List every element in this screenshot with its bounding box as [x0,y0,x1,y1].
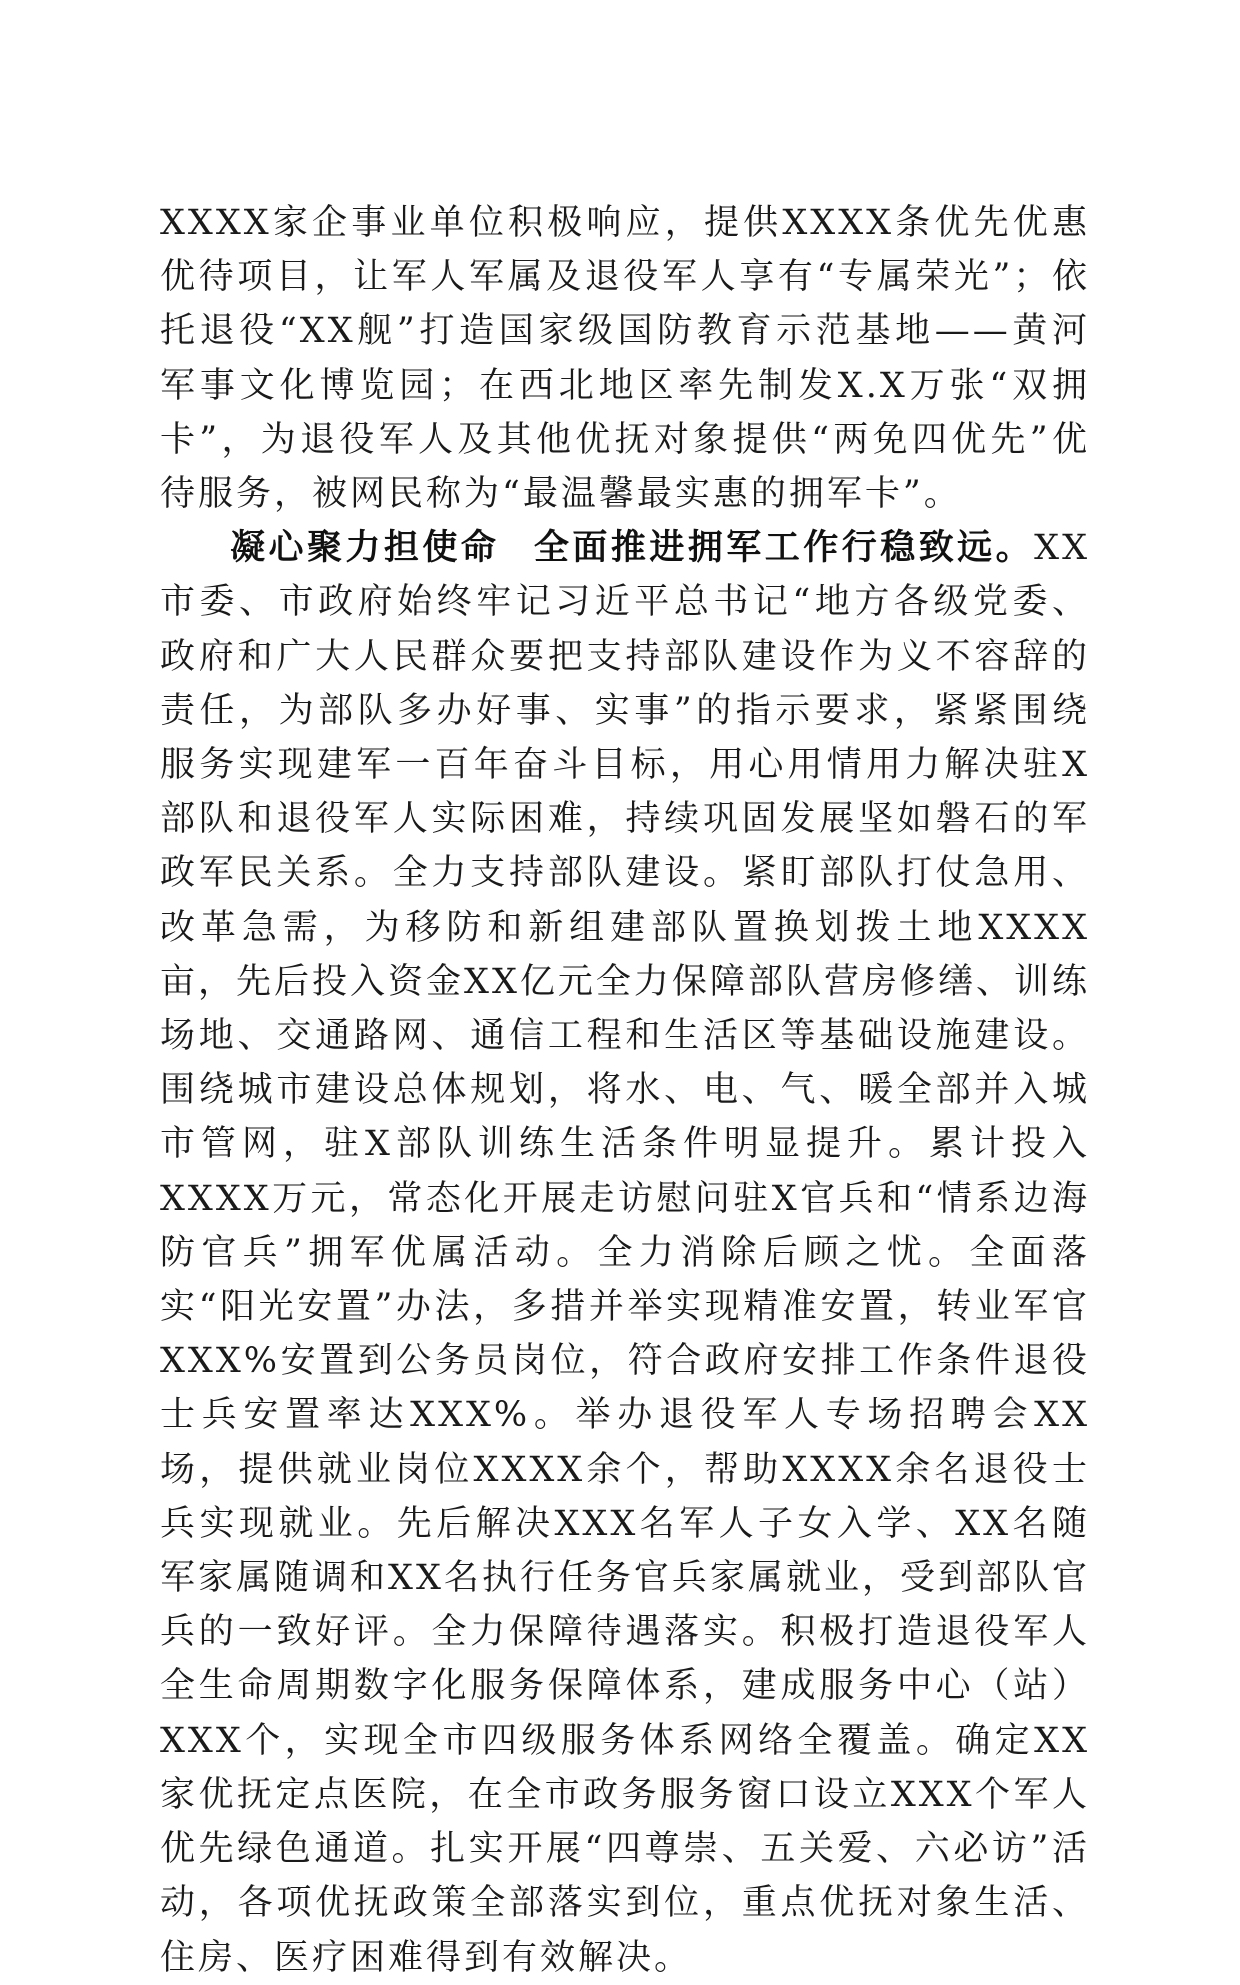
document-body [160,196,1090,1985]
paragraph-2-body: XX市委、市政府始终牢记习近平总书记“地方各级党委、政府和广大人民群众要把支持部队建设作为义不容辞的责任，为部队多办好事、实事”的指示要求，紧紧围绕服务实现建军一百年奋斗目标，用心用情用力解决驻X部队和退役军人实际困难，持续巩固发展坚如磐石的军政军民关系。全力支持部队建设。紧盯部队打仗急用、改革急需，为移防和新组建部队置换划拨土地XXXX亩，先后投入资金XX亿元全力保障部队营房修缮、训练场地、交通路网、通信工程和生活区等基础设施建设。围绕城市建设总体规划，将水、电、气、暖全部并入城市管网，驻X部队训练生活条件明显提升。累计投入XXXX万元，常态化开展走访慰问驻X官兵和“情系边海防官兵”拥军优属活动。全力消除后顾之忧。全面落实“阳光安置”办法，多措并举实现精准安置，转业军官XXX%安置到公务员岗位，符合政府安排工作条件退役士兵安置率达XXX%。举办退役军人专场招聘会XX场，提供就业岗位XXXX余个，帮助XXXX余名退役士兵实现就业。先后解决XXX名军人子女入学、XX名随军家属随调和XX名执行任务官兵家属就业，受到部队官兵的一致好评。全力保障待遇落实。积极打造退役军人全生命周期数字化服务保障体系，建成服务中心（站）XXX个，实现全市四级服务体系网络全覆盖。确定XX家优抚定点医院，在全市政务服务窗口设立XXX个军人优先绿色通道。扎实开展“四尊崇、五关爱、六必访”活动，各项优抚政策全部落实到位，重点优抚对象生活、住房、医疗困难得到有效解决。 [160,528,1090,1978]
paragraph-2-lead-heading-part1: 凝心聚力担使命 [230,527,500,569]
paragraph-1-text: XXXX家企事业单位积极响应，提供XXXX条优先优惠优待项目，让军人军属及退役军人享有“专属荣光”；依托退役“XX舰”打造国家级国防教育示范基地——黄河军事文化博览园；在西北地区率先制发X.X万张“双拥卡”，为退役军人及其他优抚对象提供“两免四优先”优待服务，被网民称为“最温馨最实惠的拥军卡”。 [160,203,1090,515]
paragraph-1 [160,196,1090,521]
paragraph-2-lead-heading-part2: 全面推进拥军工作行稳致远。 [533,527,1035,569]
paragraph-2 [160,521,1090,1984]
